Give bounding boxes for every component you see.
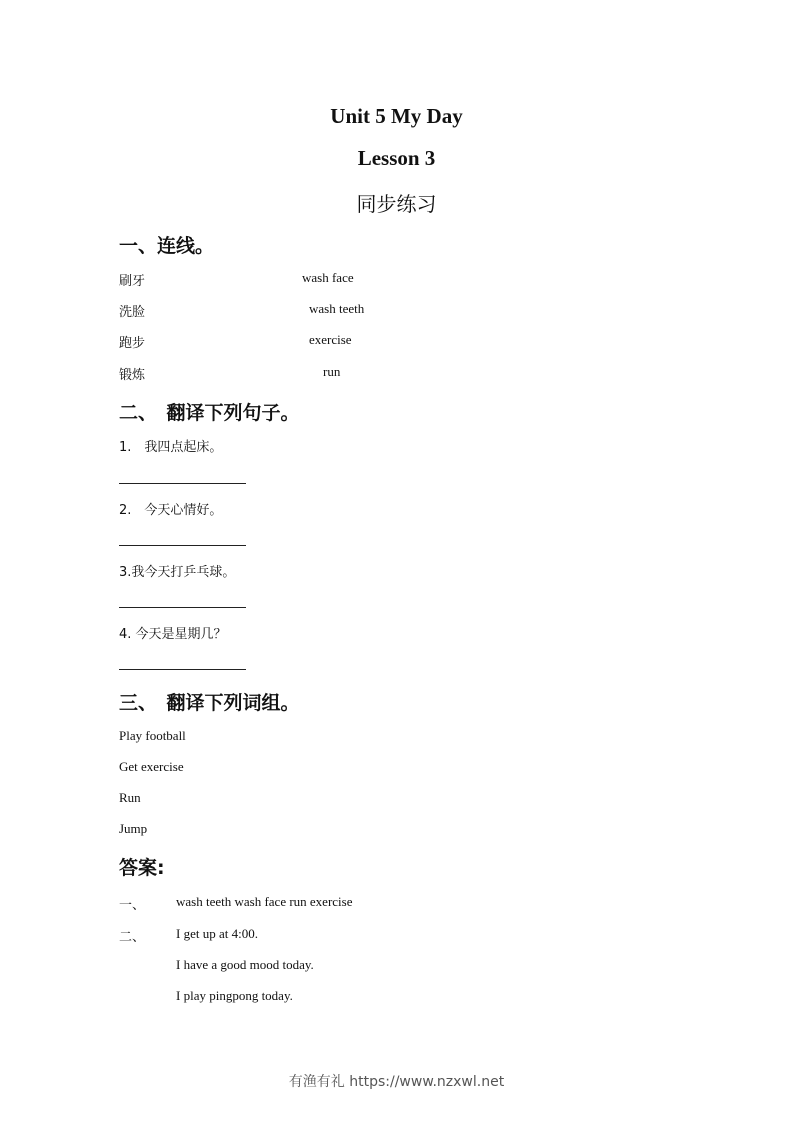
- sentence-item: 2. 今天心情好。: [119, 503, 223, 518]
- document-title: Unit 5 My Day: [330, 104, 463, 128]
- match-right-item: wash face: [302, 270, 354, 285]
- answer-blank-line[interactable]: [119, 669, 246, 670]
- match-left-item: 跑步: [119, 336, 146, 351]
- part3-heading: 三、 翻译下列词组。: [119, 692, 300, 714]
- phrase-item: Play football: [119, 728, 186, 743]
- match-right-item: exercise: [309, 332, 352, 347]
- lesson-title: Lesson 3: [357, 146, 436, 170]
- phrase-item: Jump: [119, 821, 148, 836]
- part2-heading: 二、 翻译下列句子。: [119, 402, 300, 424]
- answers-heading: 答案:: [119, 857, 165, 879]
- answer-blank-line[interactable]: [119, 483, 246, 484]
- match-left-item: 锻炼: [119, 368, 146, 383]
- answer-text: I get up at 4:00.: [176, 926, 258, 941]
- sentence-item: 1. 我四点起床。: [119, 440, 223, 455]
- answer-text: I have a good mood today.: [176, 957, 314, 972]
- part1-heading: 一、连线。: [119, 235, 215, 257]
- footer-watermark: 有渔有礼 https://www.nzxwl.net: [288, 1074, 505, 1090]
- match-left-item: 刷牙: [119, 274, 146, 289]
- answer-number: 二、: [119, 930, 146, 945]
- answer-text: wash teeth wash face run exercise: [176, 894, 353, 909]
- document-subtitle: 同步练习: [356, 192, 437, 216]
- match-left-item: 洗脸: [119, 305, 146, 320]
- sentence-item: 4. 今天是星期几？: [119, 627, 227, 642]
- sentence-item: 3.我今天打乒乓球。: [119, 565, 236, 580]
- match-right-item: wash teeth: [309, 301, 365, 316]
- phrase-item: Get exercise: [119, 759, 184, 774]
- answer-text: I play pingpong today.: [176, 988, 293, 1003]
- answer-blank-line[interactable]: [119, 545, 246, 546]
- match-right-item: run: [323, 364, 341, 379]
- phrase-item: Run: [119, 790, 141, 805]
- answer-number: 一、: [119, 898, 146, 913]
- answer-blank-line[interactable]: [119, 607, 246, 608]
